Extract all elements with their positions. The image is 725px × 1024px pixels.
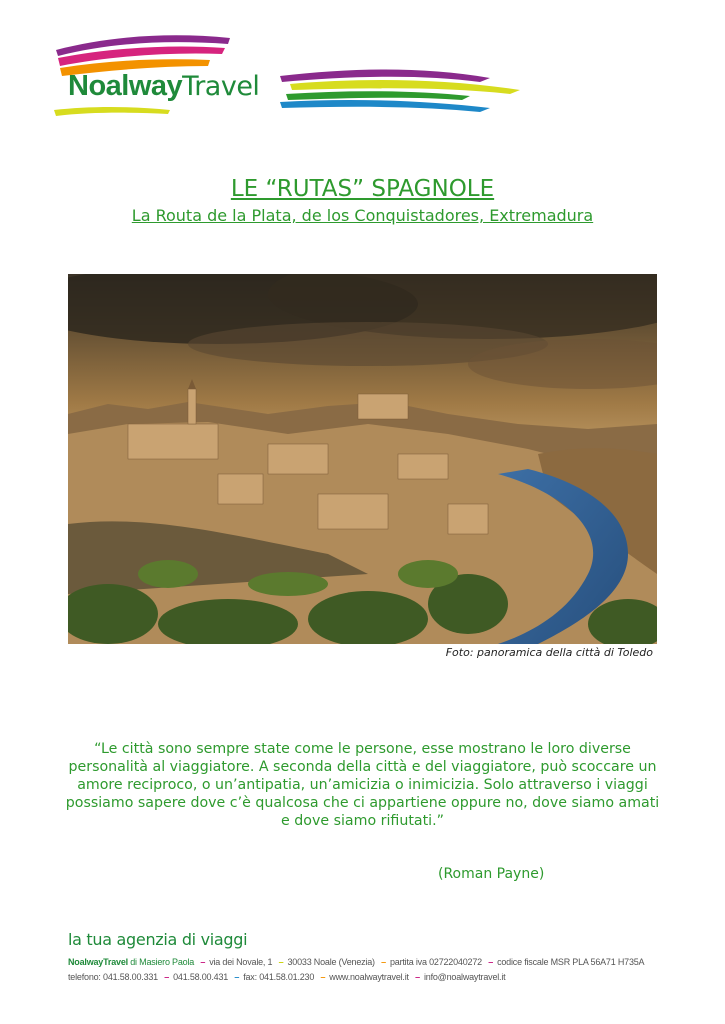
quote-author: (Roman Payne): [438, 866, 545, 882]
toledo-panorama-image: [68, 274, 657, 644]
quote-text: “Le città sono sempre state come le persone, esse mostrano le loro diverse personalità al viaggiatore. A seconda della città e del viaggiatore, può scoccare un amore reciproco, o un’antipatia, un’amicizia o inimicizia. Solo attraverso i viaggi possiamo sapere dove c’è qualcosa che ci appartiene oppure no, dove siamo amati e dove siamo rifiutati.”: [65, 741, 660, 829]
phone-1: telefono: 041.58.00.331: [68, 972, 158, 982]
agency-city: 30033 Noale (Venezia): [287, 957, 375, 967]
agency-name: NoalwayTravel: [68, 957, 128, 967]
logo-name-bold: Noalway: [68, 70, 183, 102]
logo-wordmark: [68, 70, 259, 103]
footer-line-2: telefono: 041.58.00.331 – 041.58.00.431 – fax: 041.58.01.230 – www.noalwaytravel.it – info@noalwaytravel.it: [68, 972, 506, 982]
email-link[interactable]: info@noalwaytravel.it: [423, 972, 506, 982]
document-subtitle: La Routa de la Plata, de los Conquistadores, Extremadura: [131, 206, 594, 225]
agency-address: via dei Novale, 1: [209, 957, 273, 967]
company-logo: [50, 28, 530, 123]
agency-vat: partita iva 02722040272: [389, 957, 482, 967]
footer-tagline: la tua agenzia di viaggi: [68, 930, 248, 949]
fax-number: fax: 041.58.01.230: [243, 972, 315, 982]
agency-tax-code: codice fiscale MSR PLA 56A71 H735A: [497, 957, 645, 967]
logo-name-light: Travel: [182, 71, 260, 102]
agency-owner: di Masiero Paola: [127, 957, 195, 967]
document-title: LE “RUTAS” SPAGNOLE: [230, 176, 495, 202]
website-link[interactable]: www.noalwaytravel.it: [329, 972, 409, 982]
footer-line-1: NoalwayTravel di Masiero Paola – via dei Novale, 1 – 30033 Noale (Venezia) – partita iva 02722040272 – codice fiscale MSR PLA 56A71 H735A: [68, 957, 645, 967]
photo-caption: Foto: panoramica della città di Toledo: [445, 646, 653, 659]
phone-2: 041.58.00.431: [173, 972, 229, 982]
